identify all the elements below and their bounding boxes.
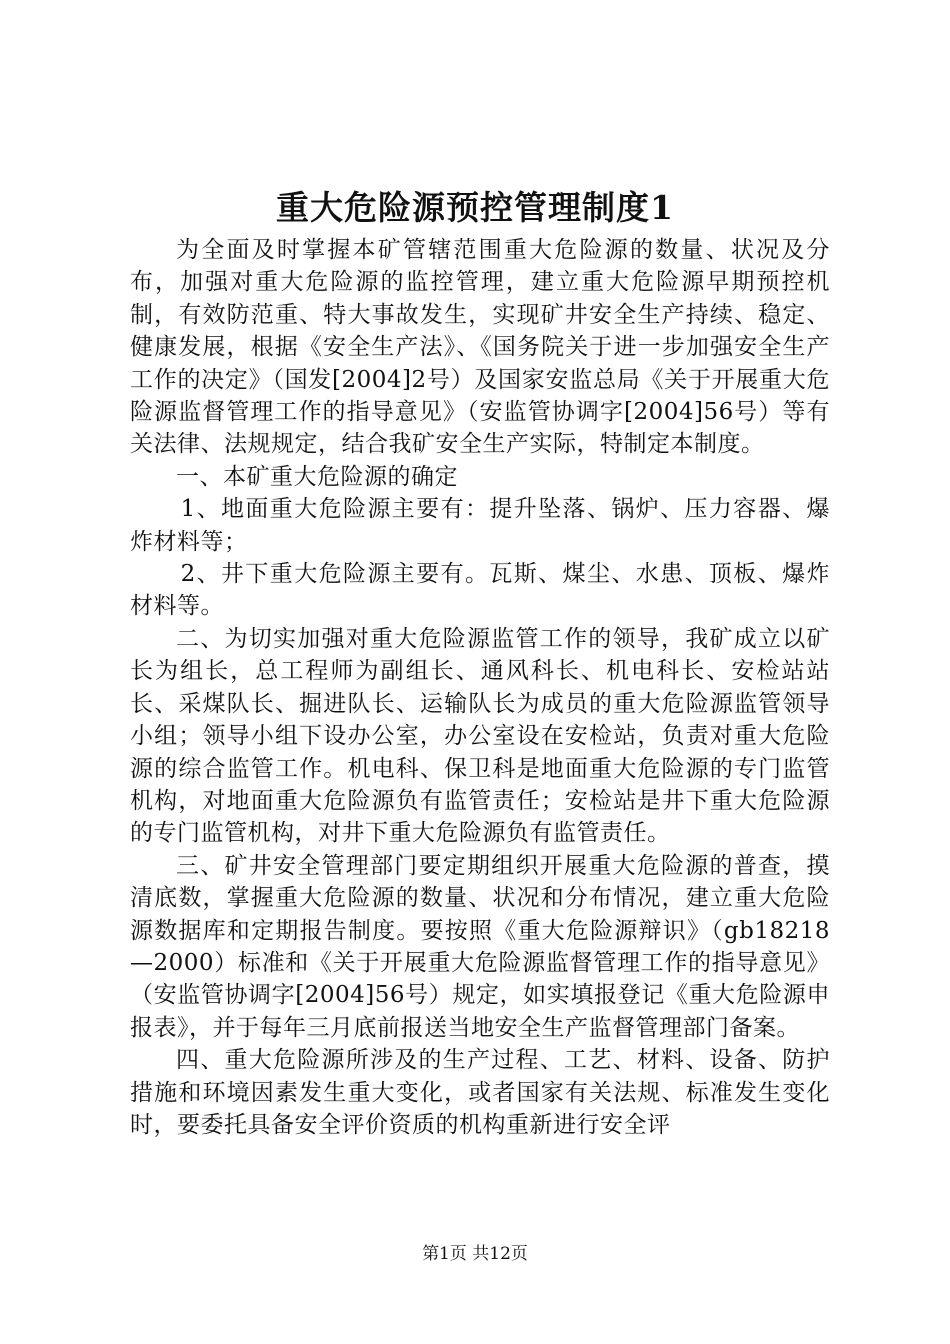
paragraph-section-3: 三、矿井安全管理部门要定期组织开展重大危险源的普查，摸清底数，掌握重大危险源的数量、状况和分布情况，建立重大危险源数据库和定期报告制度。要按照《重大危险源辩识》（gb18218—2000）标准和《关于开展重大危险源监督管理工作的指导意见》（安监管协调字[2004]56号）规定，如实填报登记《重大危险源申报表》，并于每年三月底前报送当地安全生产监督管理部门备案。 <box>130 852 830 1041</box>
document-body <box>130 234 830 1141</box>
paragraph-section-4: 四、重大危险源所涉及的生产过程、工艺、材料、设备、防护措施和环境因素发生重大变化，或者国家有关法规、标准发生变化时，要委托具备安全评价资质的机构重新进行安全评 <box>130 1047 830 1138</box>
paragraph-section-2: 二、为切实加强对重大危险源监管工作的领导，我矿成立以矿长为组长，总工程师为副组长、通风科长、机电科长、安检站站长、采煤队长、掘进队长、运输队长为成员的重大危险源监管领导小组；领导小组下设办公室，办公室设在安检站，负责对重大危险源的综合监管工作。机电科、保卫科是地面重大危险源的专门监管机构，对地面重大危险源负有监管责任；安检站是井下重大危险源的专门监管机构，对井下重大危险源负有监管责任。 <box>130 625 830 847</box>
paragraph-item-2: 2、井下重大危险源主要有。瓦斯、煤尘、水患、顶板、爆炸材料等。 <box>130 561 830 620</box>
document-title: 重大危险源预控管理制度1 <box>276 188 674 227</box>
page-footer: 第1页 共12页 <box>422 1244 528 1264</box>
paragraph-section-1-heading: 一、本矿重大危险源的确定 <box>176 463 458 490</box>
paragraph-intro: 为全面及时掌握本矿管辖范围重大危险源的数量、状况及分布，加强对重大危险源的监控管理，建立重大危险源早期预控机制，有效防范重、特大事故发生，实现矿井安全生产持续、稳定、健康发展，根据《安全生产法》、《国务院关于进一步加强安全生产工作的决定》（国发[2004]2号）及国家安监总局《关于开展重大危险源监督管理工作的指导意见》（安监管协调字[2004]56号）等有关法律、法规规定，结合我矿安全生产实际，特制定本制度。 <box>130 237 830 458</box>
paragraph-item-1: 1、地面重大危险源主要有：提升坠落、锅炉、压力容器、爆炸材料等； <box>130 496 830 555</box>
